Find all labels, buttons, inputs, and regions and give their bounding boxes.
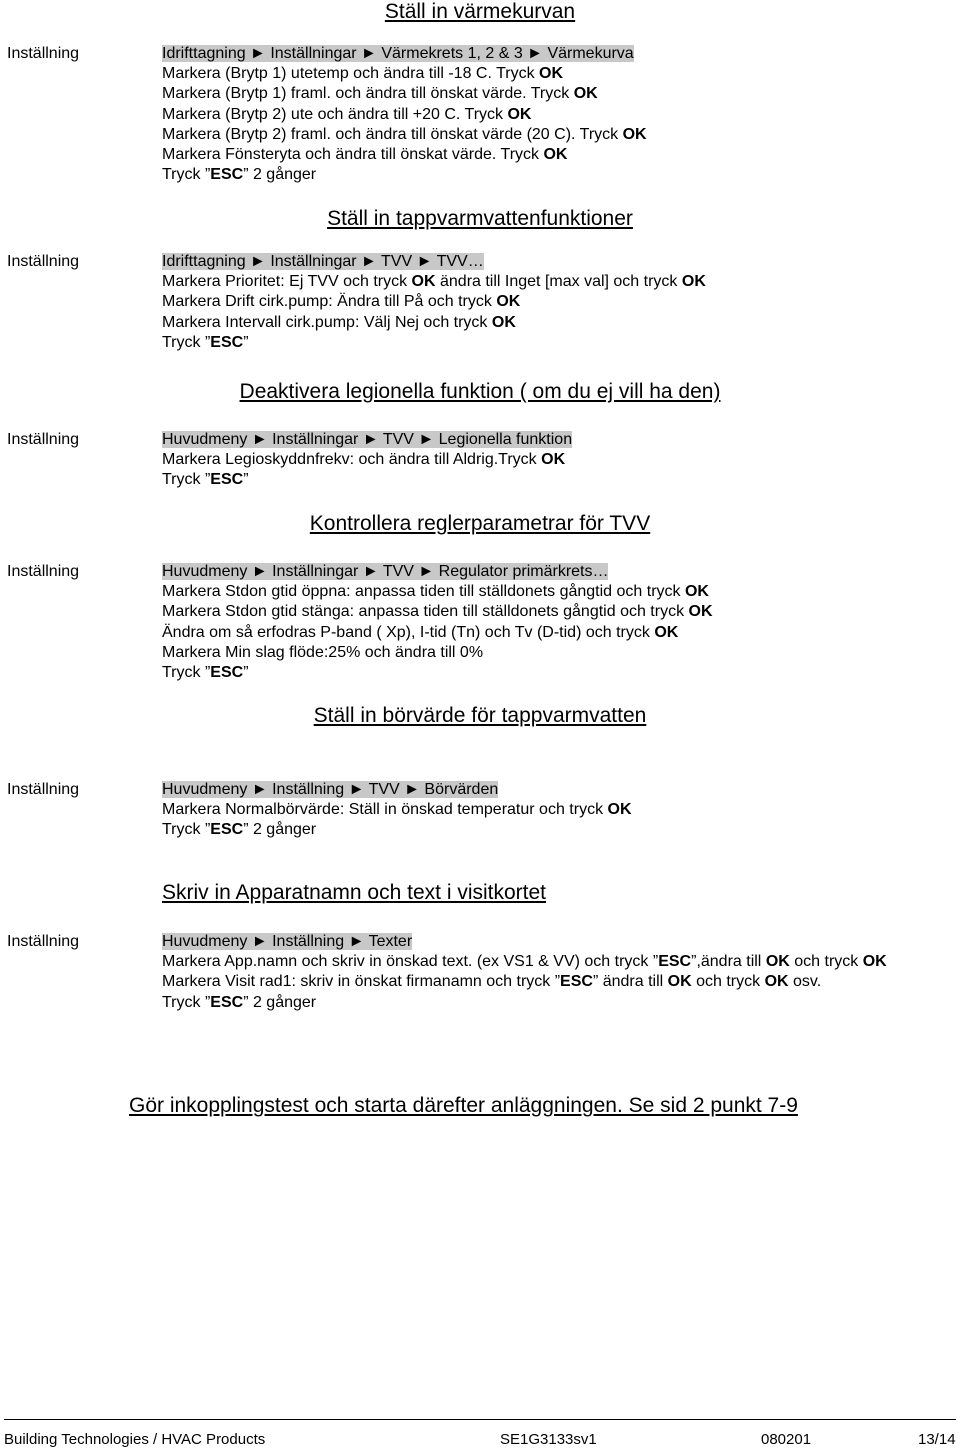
- keyword-text: OK: [622, 125, 647, 143]
- keyword-text: OK: [654, 623, 679, 641]
- keyword-text: OK: [765, 953, 790, 971]
- instruction-line: Markera App.namn och skriv in önskad text. (ex VS1 & VV) och tryck ”ESC”,ändra till OK och tryck OK: [162, 953, 887, 971]
- instruction-block: [162, 430, 952, 491]
- menu-path: [162, 430, 952, 450]
- footer-page-number: 13/14: [918, 1431, 956, 1448]
- menu-path: [162, 932, 937, 952]
- instruction-line: Markera Drift cirk.pump: Ändra till På och tryck OK: [162, 293, 521, 311]
- menu-path-text: Huvudmeny ► Inställningar ► TVV ► Legionella funktion: [162, 431, 573, 448]
- keyword-text: OK: [539, 65, 564, 83]
- keyword-text: ESC: [560, 973, 593, 991]
- instruction-line: Markera Stdon gtid öppna: anpassa tiden till ställdonets gångtid och tryck OK: [162, 583, 709, 601]
- keyword-text: OK: [862, 953, 887, 971]
- instruction-block: [162, 44, 952, 185]
- footer-company: Building Technologies / HVAC Products: [4, 1431, 266, 1448]
- instruction-block: [162, 252, 952, 353]
- instruction-block: [162, 932, 937, 1013]
- section-heading: Kontrollera reglerparametrar för TVV: [309, 512, 651, 535]
- page-footer: [4, 1419, 956, 1452]
- keyword-text: ESC: [210, 471, 244, 489]
- keyword-text: OK: [667, 973, 692, 991]
- keyword-text: ESC: [658, 953, 692, 971]
- footer-doc-id: SE1G3133sv1: [500, 1431, 597, 1448]
- section-heading: Ställ in tappvarmvattenfunktioner: [327, 207, 633, 230]
- section-label: Inställning: [7, 45, 80, 62]
- keyword-text: OK: [684, 583, 709, 601]
- keyword-text: OK: [411, 273, 436, 291]
- keyword-text: OK: [491, 313, 516, 331]
- keyword-text: OK: [541, 451, 566, 469]
- keyword-text: OK: [688, 603, 713, 621]
- instruction-line: Ändra om så erfodras P-band ( Xp), I-tid (Tn) och Tv (D-tid) och tryck OK: [162, 623, 679, 641]
- keyword-text: ESC: [210, 821, 244, 839]
- footer-date: 080201: [761, 1431, 812, 1448]
- keyword-text: ESC: [210, 333, 244, 351]
- section-heading: Deaktivera legionella funktion ( om du ej vill ha den): [239, 380, 721, 403]
- instruction-line: Tryck ”ESC” 2 gånger: [162, 993, 317, 1011]
- instruction-line: Markera Intervall cirk.pump: Välj Nej och tryck OK: [162, 313, 516, 331]
- keyword-text: ESC: [210, 664, 244, 682]
- instruction-line: Markera Min slag flöde:25% och ändra till 0%: [162, 643, 484, 661]
- menu-path-text: Huvudmeny ► Inställning ► TVV ► Börvärden: [162, 781, 499, 798]
- menu-path-text: Huvudmeny ► Inställning ► Texter: [162, 933, 413, 950]
- instruction-line: Markera Stdon gtid stänga: anpassa tiden till ställdonets gångtid och tryck OK: [162, 603, 713, 621]
- instruction-block: [162, 780, 952, 841]
- menu-path: [162, 252, 952, 272]
- section-label: Inställning: [7, 253, 80, 270]
- instruction-line: Markera Prioritet: Ej TVV och tryck OK ändra till Inget [max val] och tryck OK: [162, 273, 706, 291]
- instruction-line: Markera Normalbörvärde: Ställ in önskad temperatur och tryck OK: [162, 801, 632, 819]
- keyword-text: OK: [681, 273, 706, 291]
- instruction-line: Markera Visit rad1: skriv in önskat firmanamn och tryck ”ESC” ändra till OK och tryck OK osv.: [162, 973, 822, 991]
- menu-path-text: Idrifttagning ► Inställningar ► Värmekrets 1, 2 & 3 ► Värmekurva: [162, 45, 634, 62]
- menu-path: [162, 44, 952, 64]
- instruction-line: Markera Fönsteryta och ändra till önskat värde. Tryck OK: [162, 146, 568, 164]
- instruction-line: Tryck ”ESC”: [162, 333, 249, 351]
- keyword-text: OK: [764, 973, 789, 991]
- instruction-line: Markera Legioskyddnfrekv: och ändra till Aldrig.Tryck OK: [162, 451, 566, 469]
- instruction-line: Tryck ”ESC” 2 gånger: [162, 166, 317, 184]
- section-label: Inställning: [7, 431, 80, 448]
- instruction-line: Markera (Brytp 2) framl. och ändra till önskat värde (20 C). Tryck OK: [162, 125, 647, 143]
- menu-path-text: Idrifttagning ► Inställningar ► TVV ► TVV…: [162, 253, 484, 270]
- instruction-line: Markera (Brytp 1) framl. och ändra till önskat värde. Tryck OK: [162, 85, 598, 103]
- section-label: Inställning: [7, 781, 80, 798]
- keyword-text: OK: [543, 146, 568, 164]
- instruction-line: Tryck ”ESC” 2 gånger: [162, 821, 317, 839]
- section-heading: Skriv in Apparatnamn och text i visitkortet: [162, 881, 546, 904]
- menu-path-text: Huvudmeny ► Inställningar ► TVV ► Regulator primärkrets…: [162, 563, 609, 580]
- section-label: Inställning: [7, 563, 80, 580]
- instruction-line: Tryck ”ESC”: [162, 471, 249, 489]
- instruction-line: Tryck ”ESC”: [162, 664, 249, 682]
- keyword-text: OK: [507, 105, 532, 123]
- keyword-text: ESC: [210, 166, 244, 184]
- menu-path: [162, 562, 952, 582]
- section-heading: Ställ in värmekurvan: [384, 0, 576, 23]
- instruction-block: [162, 562, 952, 683]
- menu-path: [162, 780, 952, 800]
- keyword-text: OK: [496, 293, 521, 311]
- keyword-text: ESC: [210, 993, 244, 1011]
- section-heading: Ställ in börvärde för tappvarmvatten: [313, 704, 647, 727]
- keyword-text: OK: [607, 801, 632, 819]
- keyword-text: OK: [573, 85, 598, 103]
- section-label: Inställning: [7, 933, 80, 950]
- instruction-line: Markera (Brytp 2) ute och ändra till +20 C. Tryck OK: [162, 105, 532, 123]
- final-note: Gör inkopplingstest och starta därefter anläggningen. Se sid 2 punkt 7-9: [129, 1094, 798, 1117]
- instruction-line: Markera (Brytp 1) utetemp och ändra till -18 C. Tryck OK: [162, 65, 564, 83]
